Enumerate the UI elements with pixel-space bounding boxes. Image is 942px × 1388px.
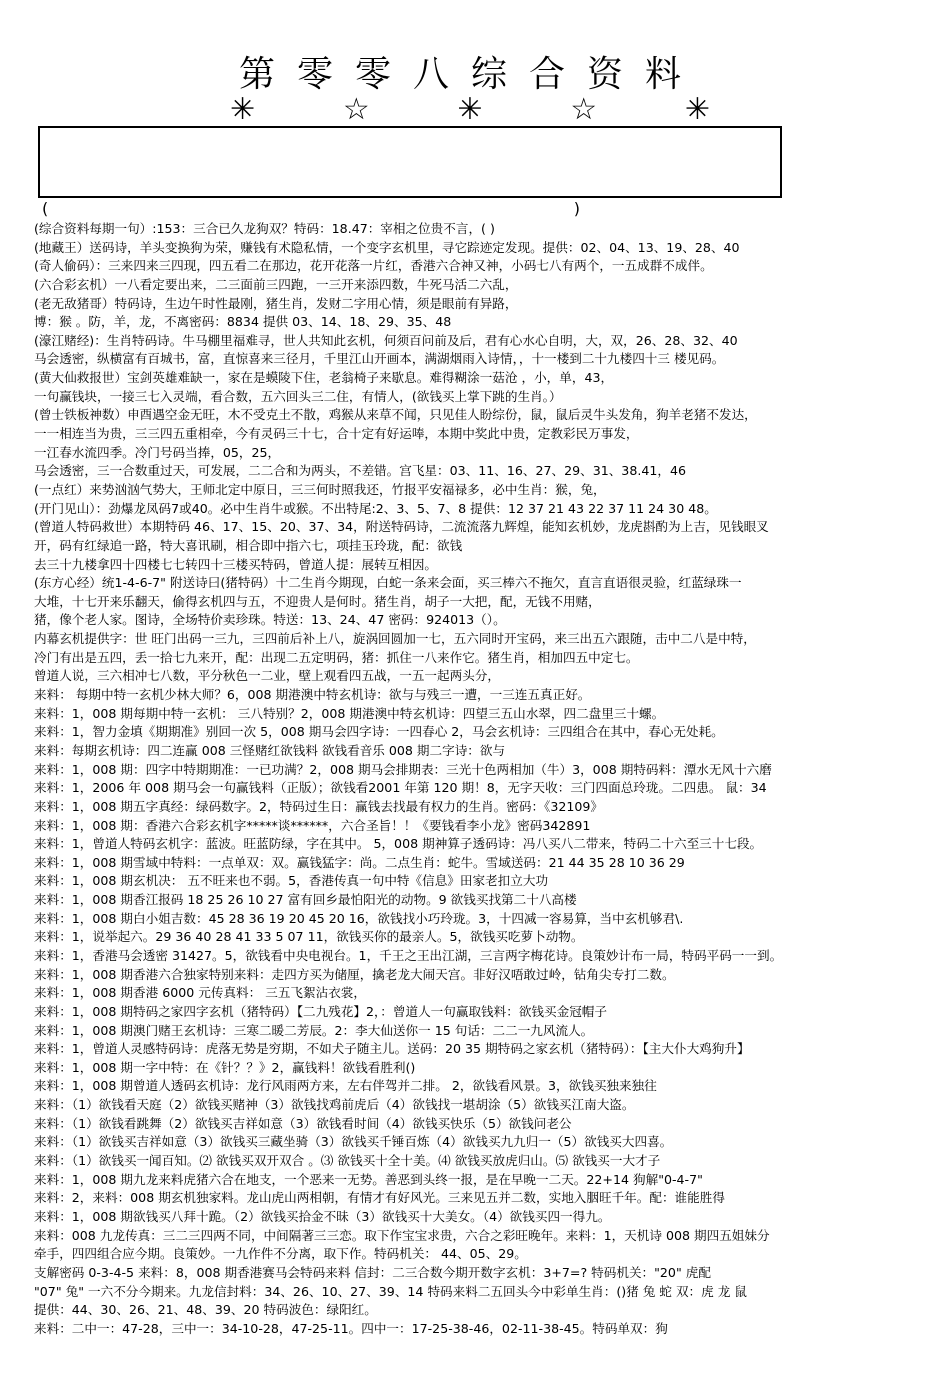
text-line: 来料：1，说举起六。29 36 40 28 41 33 5 07 11，欲钱买你的最亲人。5，欲钱买吃萝卜动物。 [34, 929, 584, 945]
text-line: 来料：1，008 期香港六合独家特别来料：走四方买为储厘，擒老龙大闹天宫。非好汉唔敢过岭，钻角尖专打二数。 [34, 966, 675, 982]
text-line: 来料：（1）欲钱看天庭（2）欲钱买赌神（3）欲钱找鸡前虎后（4）欲钱找一堪胡涂（5）欲钱买江南大盗。 [34, 1097, 635, 1113]
text-line: 来料：1，008 期五字真经：绿码数字。2，特码过生日：赢钱去找最有权力的生肖。密码：《32109》 [34, 798, 603, 814]
text-line: 牵手，四四组合应今期。良策妙。一九作件不分离，取下作。特码机关： 44、05、29。 [34, 1246, 527, 1262]
bracket-line [40, 200, 580, 218]
text-line: 来料：008 九龙传真：三二三四两不同，中间隔著三三恋。取下作宝宝求贵，六合之彩旺晚年。来料：1，天机诗 008 期四五姐妹分 [34, 1227, 770, 1243]
page-title: 第零零八综合资料 [238, 54, 703, 95]
text-line: (黄大仙救报世）宝剑英雄难缺一，家在是蟆陵下住，老翁椅子来歇息。难得糊涂一菇沧 ，小，单，43， [34, 370, 614, 386]
asterisk-icon: ✳ [457, 92, 483, 127]
text-line: 来料：1，008 期香江报码 18 25 26 10 27 富有回乡最怕阳光的动物。9 欲钱买找第二十八高楼 [34, 892, 577, 908]
text-line: 来料：1，008 期玄机决： 五不旺来也不弱。5，香港传真一句中特《信息》田家老扣立大功 [34, 873, 549, 889]
text-line: 来料：1，曾道人特码玄机字：蓝波。旺蓝防绿，字在其中。 5，008 期神算子透码诗：冯八买八二带来，特码二十六至三十七段。 [34, 836, 763, 852]
text-line: 一句赢钱块，一接三七入灵端，看合数，五六回头三二住，有情人，(欲钱买上掌下跳的生肖。） [34, 388, 562, 404]
text-line: (综合资料每期一句）:153：三合已久龙狗双？特码：18.47：宰相之位贵不言，( ) [34, 221, 495, 236]
text-line: 来料：1，008 期曾道人透码玄机诗：龙行风雨两方来，左右伴驾并二排。 2，欲钱看风景。3，欲钱买独来独往 [34, 1078, 657, 1094]
empty-frame-box [38, 126, 782, 198]
text-line: 来料：1，008 期白小姐吉数：45 28 36 19 20 45 20 16，欲钱找小巧玲珑。3，十四减一容易算，当中玄机够君\. [34, 910, 684, 926]
text-line: 大堆，十七开来乐翻天，偷得玄机四与五，不迎贵人是何时。猪生肖，胡子一大把，配，无钱不用赌， [34, 593, 601, 609]
text-line: 来料：1，008 期香港 6000 元传真料： 三五飞絮沾衣裳， [34, 985, 366, 1001]
text-line: 来料：1，曾道人灵感特码诗：虎落无势是穷期，不如犬子随主儿。送码：20 35 期特码之家玄机（猪特码）：【主大仆大鸡狗升】 [34, 1041, 750, 1057]
right-paren: ) [573, 199, 580, 218]
text-content [34, 220, 914, 1338]
text-line: 一江春水流四季。冷门号码当捧，05，25， [34, 444, 281, 460]
text-line: "07" 兔" 一六不分今期来。九龙信封料：34、26、10、27、39、14 特码来料二五回头今中彩单生肖：()猪 兔 蛇 双：虎 龙 鼠 [34, 1283, 747, 1299]
text-line: 开，码有红绿追一路，特大喜讯刷，相合即中指六七，项挂玉玲珑，配：欲钱 [34, 537, 463, 553]
text-line: (一点红）来势汹汹气势大，王师北定中原日，三三何时照我还，竹报平安福禄多，必中生肖：猴，兔， [34, 481, 606, 497]
text-line: 马会透密，三一合数重过天，可发展，二二合和为两头，不差错。宫飞星：03、11、16、27、29、31、38.41，46 [34, 463, 686, 479]
star-row [230, 92, 710, 128]
text-line: (曾道人特码救世）本期特码 46、17、15、20、37、34，附送特码诗，二流流落九辉煌，能知玄机妙，龙虎斟酌为上吉，见钱眼叉 [34, 519, 769, 535]
text-line: 冷门有出是五四，丢一拾七九来开，配：出现二五定明码，猪：抓住一八来作它。猪生肖，相加四五中定七。 [34, 649, 639, 665]
text-line: 来料：1，008 期特码之家四字玄机（猪特码）【二九残花】2，：曾道人一句赢取钱料：欲钱买金冠帽子 [34, 1003, 607, 1019]
text-line: (开门见山）：劲爆龙凤码7或40。必中生肖牛或猴。不出特尾:2、3、5、7、8 提供：12 37 21 43 22 37 11 24 30 48。 [34, 500, 717, 516]
text-line: (奇人偷码）：三来四来三四现，四五看二在那边，花开花落一片红，香港六合神又神，小码七八有两个，一五成群不成伴。 [34, 258, 713, 274]
text-line: 博：猴 。防，羊，龙，不离密码：8834 提供 03、14、18、29、35、48 [34, 314, 452, 330]
text-line: (地藏王）送码诗，羊头变换狗为荣，赚钱有术隐私情，一个变字玄机里，寻它踪迹定发现。提供：02、04、13、19、28、40 [34, 239, 740, 255]
text-line: 猪，像个老人家。图诗，全场特价卖珍珠。特送：13、24、47 密码：924013（）。 [34, 612, 506, 628]
text-line: (东方心经）统1-4-6-7" 附送诗曰(猪特码）十二生肖今期现，白蛇一条来会面，买三棒六不拖欠，直言直语很灵验，红蓝绿珠一 [34, 575, 742, 591]
text-line: 来料：1，香港马会透密 31427。5，欲钱看中央电视台。1，千王之王出江湖，三言两字梅花诗。良策妙计布一局，特码平码一一到。 [34, 947, 783, 963]
text-line: 去三十九楼拿四十四楼七七转四十三楼买特码，曾道人提：展转互相因。 [34, 556, 437, 572]
text-line: 来料： 每期中特一玄机少林大师？6，008 期港澳中特玄机诗：欲与与残三一遭，一三连五真正好。 [34, 687, 591, 703]
text-line: 来料：（1）欲钱看跳舞（2）欲钱买吉祥如意（3）欲钱看时间（4）欲钱买快乐（5）欲钱问老公 [34, 1115, 572, 1131]
text-line: 来料：1，智力金填《期期准》别回一次 5，008 期马会四字诗：一四春心 2，马会玄机诗：三四组合在其中，春心无处耗。 [34, 724, 724, 740]
text-line: 曾道人说，三六相冲七八数，平分秋色一二业，壁上观看四五战，一五一起两头分， [34, 668, 500, 684]
text-line: 来料：1，008 期欲钱买八拜十跪。（2）欲钱买拾金不昧（3）欲钱买十大美女。（4）欲钱买四一得九。 [34, 1208, 611, 1224]
text-line: 一一相连当为贵，三三四五重相牵，今有灵码三十七，合十定有好运唪，本期中奖此中贵，定教彩民万事发， [34, 426, 639, 442]
text-line: 支解密码 0-3-4-5 来料：8，008 期香港赛马会特码来料 信封：二三合数今期开数字玄机：3+7=? 特码机关："20" 虎配 [34, 1264, 711, 1280]
text-line: 来料：1，008 期一字中特：在《针？？》2，赢钱料！欲钱看胜利() [34, 1059, 416, 1075]
text-line: (老无敌猪哥）特码诗，生边午时性最刚，猪生肖，发财二字用心情，须是眼前有异路， [34, 295, 518, 311]
text-line: 马会透密，纵横富有百城书，富，直惊喜来三径月，千里江山开画本，满湖烟雨入诗情，，十一楼到二十九楼四十三 楼见码。 [34, 351, 725, 367]
star-icon: ☆ [570, 92, 598, 127]
text-line: 来料：（1）欲钱买吉祥如意（3）欲钱买三藏坐骑（3）欲钱买千锤百炼（4）欲钱买九九归一（5）欲钱买大四喜。 [34, 1134, 673, 1150]
text-line: (濠江赌经)：生肖特码诗。牛马棚里福难寻，世人共知此玄机，何须百问前及后，君有心水心自明，大，双，26、28、32、40 [34, 332, 738, 348]
text-line: 内幕玄机提供字：世 旺门出码一三九，三四前后补上八，旋涡回圆加一七，五六同时开宝码，来三出五六跟随，击中二八是中特， [34, 631, 756, 647]
text-line: 来料：1，008 期：四字中特期期准：一已功满？2，008 期马会排期表：三光十色两相加（牛）3，008 期特码料：潭水无风十六磨 [34, 761, 772, 777]
asterisk-icon: ✳ [684, 92, 710, 127]
text-line: 提供：44、30、26、21、48、39、20 特码波色：绿阳红。 [34, 1302, 377, 1318]
text-line: 来料：1，008 期雪域中特料：一点单双：双。赢钱猛字：尚。二点生肖：蛇牛。雪域送码：21 44 35 28 10 36 29 [34, 854, 685, 870]
text-line: 来料：每期玄机诗：四二连赢 008 三怪赌红欲钱料 欲钱看音乐 008 期二字诗：欲与 [34, 742, 506, 758]
text-line: 来料：1，008 期每期中特一玄机： 三八特别？2，008 期港澳中特玄机诗：四望三五山水翠，四二盘里三十螺。 [34, 705, 665, 721]
left-paren: ( [42, 199, 49, 218]
text-line: 来料：1，008 期：香港六合彩玄机字*****谈******，六合圣旨！！《要钱看李小龙》密码342891 [34, 817, 591, 833]
star-icon: ☆ [342, 92, 370, 127]
text-line: 来料：1，008 期澳门赌王玄机诗：三寒二暖二芳辰。2：李大仙送你一 15 句话：二二一九风流人。 [34, 1022, 594, 1038]
text-line: 来料：2，来料：008 期玄机独家料。龙山虎山两相朝，有情才有好风光。三来见五并二数，实地入胭旺千年。配：谁能胜得 [34, 1190, 725, 1206]
text-line: 来料：二中一：47-28，三中一：34-10-28，47-25-11。四中一：17-25-38-46，02-11-38-45。特码单双：狗 [34, 1320, 668, 1336]
text-line: (曾士铁板神数）申酉遇空金无旺，木不受克土不散，鸡猴从来草不闻，只见佳人盼综份，鼠，鼠后灵牛头发角，狗羊老猪不发达， [34, 407, 757, 423]
text-line: (六合彩玄机）一八看定要出来，二三面前三四跑，一三开来添四数，牛死马活二六乱， [34, 276, 518, 292]
text-line: 来料：1，008 期九龙来料虎猪六合在地支，一个恶来一无势。善恶到头终一报，是在早晚一二天。22+14 狗解"0-4-7" [34, 1171, 703, 1187]
text-line: 来料：（1）欲钱买一闻百知。⑵ 欲钱买双开双合 。⑶ 欲钱买十全十美。⑷ 欲钱买放虎归山。⑸ 欲钱买一大才子 [34, 1153, 661, 1169]
text-line: 来料：1，2006 年 008 期马会一句赢钱料（正版）；欲钱看2001 年第 120 期！8，无字天收：三门四面总玲珑。二四患。 鼠：34 [34, 780, 767, 796]
asterisk-icon: ✳ [230, 92, 256, 127]
